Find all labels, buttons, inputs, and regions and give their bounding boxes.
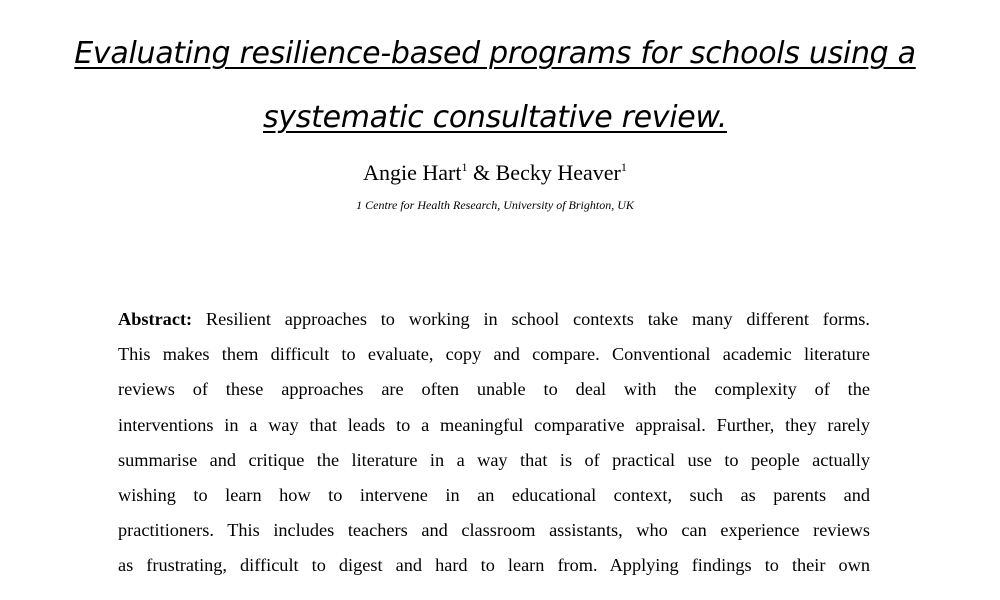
author-list — [0, 156, 990, 190]
abstract-text: Resilient approaches to working in school contexts take many different forms. — [192, 309, 870, 329]
abstract-line: interventions in a way that leads to a meaningful comparative appraisal. Further, they rarely — [118, 414, 870, 435]
author-affiliation-mark: 1 — [620, 160, 627, 174]
author-affiliation: 1 Centre for Health Research, University of Brighton, UK — [356, 198, 634, 212]
author-separator: & — [467, 160, 496, 185]
abstract — [118, 302, 870, 584]
abstract-line: practitioners. This includes teachers and classroom assistants, who can experience reviews — [118, 520, 870, 541]
paper-title-line-1: Evaluating resilience-based programs for schools using a — [74, 36, 916, 71]
abstract-line: as frustrating, difficult to digest and hard to learn from. Applying findings to their own — [118, 555, 870, 576]
author-affiliation-mark: 1 — [461, 160, 468, 174]
abstract-line: wishing to learn how to intervene in an educational context, such as parents and — [118, 484, 870, 505]
author-name: Angie Hart — [363, 160, 462, 185]
abstract-line: reviews of these approaches are often unable to deal with the complexity of the — [118, 379, 870, 400]
abstract-line — [118, 302, 870, 337]
abstract-line: This makes them difficult to evaluate, copy and compare. Conventional academic literature — [118, 344, 870, 365]
abstract-line: summarise and critique the literature in a way that is of practical use to people actually — [118, 449, 870, 470]
author-name: Becky Heaver — [495, 160, 621, 185]
paper-title-line-2: systematic consultative review. — [263, 100, 727, 135]
abstract-label: Abstract: — [118, 309, 193, 329]
